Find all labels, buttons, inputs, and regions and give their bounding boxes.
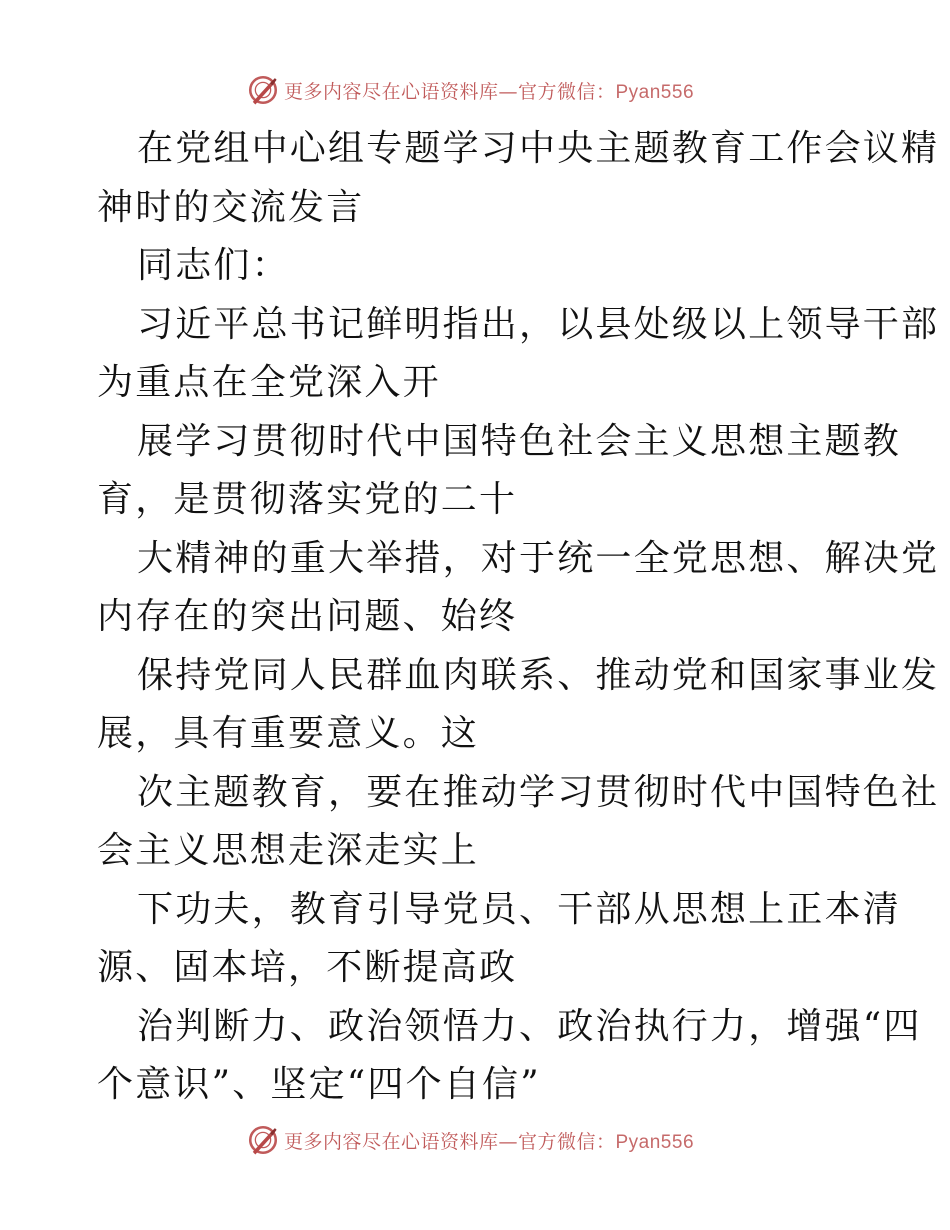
paragraph-line: 保持党同人民群血肉联系、推动党和国家事业发 <box>137 654 940 696</box>
paragraph-line: 展，具有重要意义。这 <box>97 713 480 754</box>
watermark-footer <box>0 1120 950 1160</box>
paragraph-line: 会主义思想走深走实上 <box>97 830 480 871</box>
title-line-1: 在党组中心组专题学习中央主题教育工作会议精 <box>137 128 940 169</box>
paragraph-line: 为重点在全党深入开 <box>97 362 441 403</box>
title-line-2: 神时的交流发言 <box>97 186 365 228</box>
watermark-header <box>0 70 950 110</box>
pen-logo-icon <box>246 1123 280 1157</box>
salutation: 同志们： <box>137 245 290 286</box>
paragraph-line: 内存在的突出问题、始终 <box>97 596 518 637</box>
paragraph-line: 次主题教育，要在推动学习贯彻时代中国特色社 <box>137 771 940 813</box>
document-body <box>97 120 940 1115</box>
paragraph-line: 治判断力、政治领悟力、政治执行力，增强“四 <box>137 1005 922 1047</box>
paragraph-line: 大精神的重大举措，对于统一全党思想、解决党 <box>137 537 940 579</box>
pen-logo-icon <box>246 73 280 107</box>
paragraph-line: 个意识”、坚定“四个自信” <box>97 1064 541 1105</box>
paragraph-line: 展学习贯彻时代中国特色社会主义思想主题教 <box>137 420 902 462</box>
watermark-text: 更多内容尽在心语资料库—官方微信：Pyan556 <box>283 80 695 103</box>
paragraph-line: 源、固本培，不断提高政 <box>97 947 518 988</box>
paragraph-line: 育，是贯彻落实党的二十 <box>97 479 518 520</box>
paragraph-line: 习近平总书记鲜明指出，以县处级以上领导干部 <box>137 303 940 345</box>
watermark-text: 更多内容尽在心语资料库—官方微信：Pyan556 <box>283 1130 695 1153</box>
paragraph-line: 下功夫，教育引导党员、干部从思想上正本清 <box>137 888 902 930</box>
